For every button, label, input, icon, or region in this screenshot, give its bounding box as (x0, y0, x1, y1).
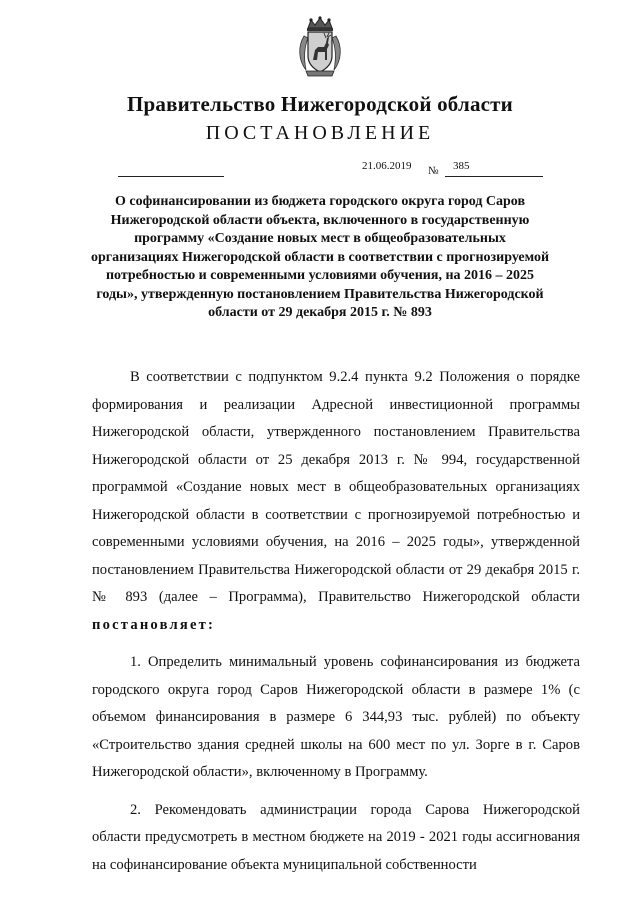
document-number: 385 (453, 160, 470, 172)
preamble-text: В соответствии с подпунктом 9.2.4 пункта 9.2 Положения о порядке формирования и реализации Адресной инвестиционной программы Нижегородской области, утвержденного постановлением Правительства Нижегородской области от 25 декабря 2013 г. № 994, государственной программой «Создание новых мест в общеобразовательных организациях Нижегородской области в соответствии с прогнозируемой потребностью и современными условиями обучения, на 2016 – 2025 годы», утвержденной постановлением Правительства Нижегородской области от 29 декабря 2015 г. № 893 (далее – Программа), Правительство Нижегородской области (92, 369, 580, 605)
blank-line (118, 176, 224, 177)
document-type: ПОСТАНОВЛЕНИЕ (205, 122, 435, 144)
coat-of-arms-icon (296, 16, 344, 78)
number-sign: № (428, 165, 439, 177)
document-body (92, 364, 580, 889)
paragraph-item-2: 2. Рекомендовать администрации города Сарова Нижегородской области предусмотреть в местном бюджете на 2019 - 2021 годы ассигнования на софинансирование объекта муниципальной собственности (92, 801, 580, 873)
paragraph-item-1: 1. Определить минимальный уровень софинансирования из бюджета городского округа город Саров Нижегородской области в размере 1% (с объемом финансирования в размере 6 344,93 тыс. рублей) по объекту «Строительство здания средней школы на 600 мест по ул. Зорге в г. Саров Нижегородской области», включенному в Программу. (92, 654, 580, 780)
paragraph-preamble (92, 364, 580, 639)
number-underline (445, 176, 543, 177)
document-subject: О софинансировании из бюджета городского округа город Саров Нижегородской области объекта, включенного в государственную программу «Создание новых мест в общеобразовательных организациях Нижегородской области в соответствии с прогнозируемой потребностью и современными условиями обучения, на 2016 – 2025 годы», утвержденную постановлением Правительства Нижегородской области от 29 декабря 2015 г. № 893 (90, 194, 550, 320)
government-title: Правительство Нижегородской области (127, 92, 513, 116)
document-date: 21.06.2019 (362, 160, 412, 172)
resolves-word: постановляет: (92, 616, 216, 633)
